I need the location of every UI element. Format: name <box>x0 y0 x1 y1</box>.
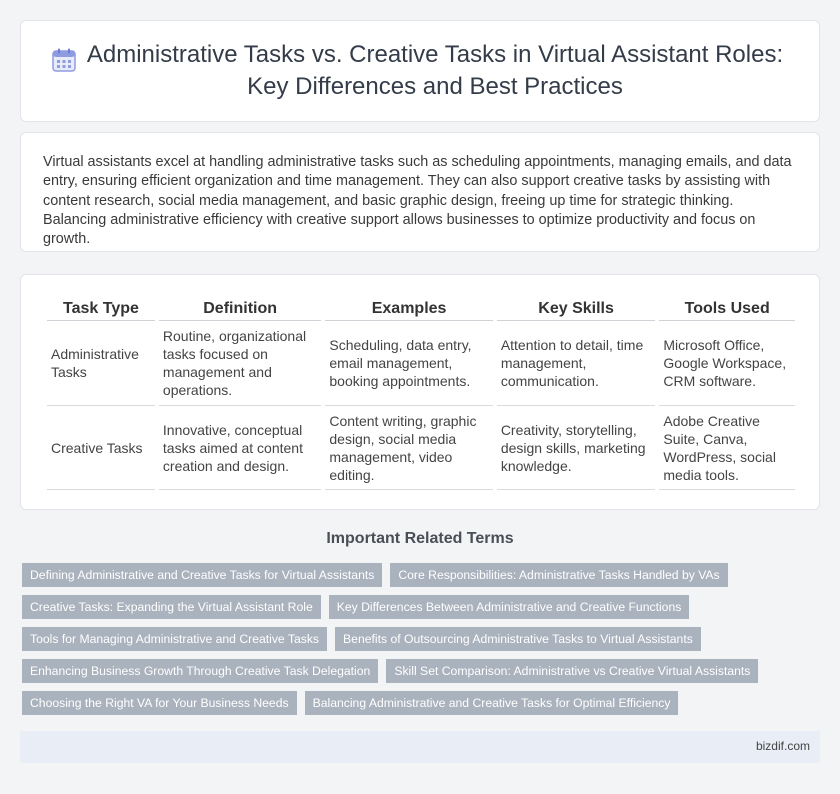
cell-key-skills: Creativity, storytelling, design skills, marketing knowledge. <box>497 406 656 490</box>
related-term-link[interactable]: Balancing Administrative and Creative Tasks for Optimal Efficiency <box>305 691 679 715</box>
table-row <box>47 406 795 490</box>
comparison-table-card <box>20 274 820 510</box>
related-term-link[interactable]: Benefits of Outsourcing Administrative Tasks to Virtual Assistants <box>335 627 701 651</box>
intro-paragraph: Virtual assistants excel at handling administrative tasks such as scheduling appointments, managing emails, and data entry, ensuring efficient organization and time management. They can also support creative tasks by assisting with content research, social media management, and basic graphic design, freeing up time for strategic thinking. Balancing administrative efficiency with creative support allows businesses to optimize productivity and focus on growth. <box>43 154 792 248</box>
table-header-row <box>47 295 795 321</box>
cell-task-type: Administrative Tasks <box>47 321 155 406</box>
related-term-link[interactable]: Key Differences Between Administrative and Creative Functions <box>329 595 690 619</box>
cell-tools-used: Microsoft Office, Google Workspace, CRM software. <box>659 321 795 406</box>
cell-tools-used: Adobe Creative Suite, Canva, WordPress, social media tools. <box>659 406 795 490</box>
related-term-link[interactable]: Choosing the Right VA for Your Business Needs <box>22 691 297 715</box>
header-key-skills: Key Skills <box>497 295 656 321</box>
related-term-link[interactable]: Creative Tasks: Expanding the Virtual Assistant Role <box>22 595 321 619</box>
cell-definition: Routine, organizational tasks focused on management and operations. <box>159 321 321 406</box>
related-term-link[interactable]: Core Responsibilities: Administrative Tasks Handled by VAs <box>390 563 727 587</box>
related-term-link[interactable]: Tools for Managing Administrative and Creative Tasks <box>22 627 327 651</box>
cell-key-skills: Attention to detail, time management, communication. <box>497 321 656 406</box>
header-task-type: Task Type <box>47 295 155 321</box>
cell-definition: Innovative, conceptual tasks aimed at content creation and design. <box>159 406 321 490</box>
related-terms-heading: Important Related Terms <box>326 530 514 547</box>
cell-examples: Content writing, graphic design, social media management, video editing. <box>325 406 492 490</box>
related-term-link[interactable]: Skill Set Comparison: Administrative vs Creative Virtual Assistants <box>386 659 758 683</box>
related-terms-list <box>22 563 818 715</box>
header-card <box>20 20 820 122</box>
cell-task-type: Creative Tasks <box>47 406 155 490</box>
related-term-link[interactable]: Enhancing Business Growth Through Creative Task Delegation <box>22 659 378 683</box>
footer-bar <box>20 731 820 763</box>
header-tools-used: Tools Used <box>659 295 795 321</box>
calendar-icon <box>51 47 77 73</box>
header-definition: Definition <box>159 295 321 321</box>
page-title: Administrative Tasks vs. Creative Tasks in Virtual Assistant Roles: Key Differences and Best Practices <box>86 41 784 100</box>
related-term-link[interactable]: Defining Administrative and Creative Tasks for Virtual Assistants <box>22 563 382 587</box>
comparison-table <box>43 295 799 490</box>
header-examples: Examples <box>325 295 492 321</box>
table-row <box>47 321 795 406</box>
site-name[interactable]: bizdif.com <box>755 739 810 753</box>
intro-card <box>20 132 820 252</box>
cell-examples: Scheduling, data entry, email management, booking appointments. <box>325 321 492 406</box>
